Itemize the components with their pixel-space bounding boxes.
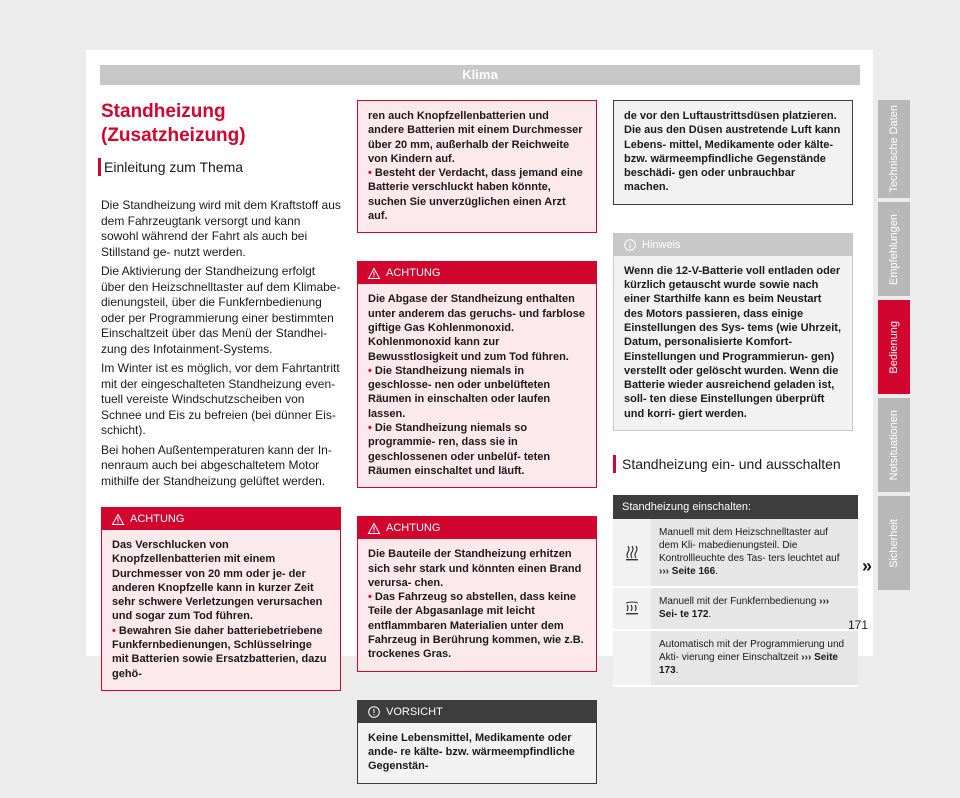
- row-text: Manuell mit der Funkfernbedienung: [659, 596, 817, 608]
- bullet-dot: •: [368, 591, 375, 604]
- remote-control-icon: [625, 601, 639, 617]
- caution-cont-text: de vor den Luftaustrittsdüsen platzieren. Die aus den Düsen austretende Luft kann Lebens- mittel, Medikamente oder kälte- bzw. wärmeempfindliche Gegenstände beschädi- gen oder unbrauchbar machen.: [624, 110, 841, 194]
- caution-label: VORSICHT: [386, 705, 443, 718]
- paragraph: Bei hohen Außentemperaturen kann der In- nenraum auch bei abgeschaltetem Motor mithilfe der Standheizung gelüftet werden.: [101, 442, 332, 488]
- warning-text: Das Verschlucken von Knopfzellenbatterien mit einem Durchmesser von 20 mm oder je- der anderen Knopfzelle kann in kurzer Zeit sehr schwere Verletzungen verursachen und sogar zum Tod führen.: [112, 539, 323, 623]
- column-2: [357, 100, 597, 798]
- column-3: [613, 100, 853, 687]
- caution-header: [358, 701, 596, 723]
- column-1: [101, 100, 341, 705]
- warning-box: [357, 261, 597, 488]
- note-text: Wenn die 12-V-Batterie voll entladen oder kürzlich getauscht wurde sowie nach einer Starthilfe kann es beim Neustart des Motors passieren, dass einige Einstellungen des Sys- tems (wie Uhrzeit, Datum, personalisierte Komfort-Einstellungen und Programmierun- gen) verstellt oder gelöscht wurden. Wenn die Batterie wieder ausreichend geladen ist, soll- ten diese Einstellungen überprüft und korri- giert werden.: [624, 264, 841, 420]
- warning-bullet: [368, 166, 586, 223]
- warning-bullet: [368, 364, 586, 421]
- section-subtitle: Einleitung zum Thema: [98, 158, 341, 176]
- table-row: [613, 588, 858, 631]
- page-reference-link[interactable]: ››› Seite 166: [659, 566, 716, 578]
- caution-continued-box: [613, 100, 853, 205]
- warning-label: ACHTUNG: [386, 267, 441, 280]
- note-box: [613, 233, 853, 431]
- tab-label: Technische Daten: [888, 105, 900, 193]
- bullet-text: Bewahren Sie daher batteriebetriebene Funkfernbedienungen, Schlüsselringe mit Batterien sowie Ersatzbatterien, dazu gehö-: [112, 624, 327, 680]
- warning-cont-text: ren auch Knopfzellenbatterien und andere Batterien mit einem Durchmesser über 20 mm, außerhalb der Reichweite von Kindern auf.: [368, 110, 583, 165]
- bullet-text: Die Standheizung niemals so programmie- ren, dass sie in geschlossenen oder unbelüf- teten Räumen einschaltet und läuft.: [368, 422, 551, 477]
- warning-text: Die Bauteile der Standheizung erhitzen sich sehr stark und könnten einen Brand verursa- chen.: [368, 548, 582, 589]
- warning-icon: [112, 514, 124, 525]
- tab-label: Bedienung: [888, 320, 900, 374]
- table-row: [613, 631, 858, 687]
- tab-empfehlungen[interactable]: [878, 202, 910, 296]
- warning-text: Die Abgase der Standheizung enthalten unter anderem das geruchs- und farblose giftige Gas Kohlenmonoxid. Kohlenmonoxid kann zur Bewusstlosigkeit und zum Tod führen.: [368, 293, 585, 363]
- warning-box: [101, 507, 341, 691]
- row-text-end: .: [715, 566, 718, 578]
- page-reference-link[interactable]: ››› Seite 173: [659, 652, 838, 677]
- row-text-end: .: [675, 665, 679, 677]
- tab-notsituationen[interactable]: [878, 398, 910, 492]
- side-tabs: [878, 100, 910, 594]
- tab-label: Sicherheit: [888, 518, 900, 568]
- bullet-text: Das Fahrzeug so abstellen, dass keine Teile der Abgasanlage mit leicht entflammbaren Materialien unter dem Fahrzeug in Berührung kommen, wie z.B. trockenes Gras.: [368, 591, 584, 661]
- paragraph: Die Standheizung wird mit dem Kraftstoff aus dem Fahrzeugtank versorgt und kann sowohl während der Fahrt als auch bei Stillstand ge- nutzt werden.: [101, 198, 341, 259]
- bullet-dot: •: [368, 167, 375, 180]
- caution-text: Keine Lebensmittel, Medikamente oder ande- re kälte- bzw. wärmeempfindliche Gegenstän-: [368, 731, 575, 773]
- tab-technische-daten[interactable]: [878, 100, 910, 198]
- page-number: 171: [848, 618, 869, 632]
- warning-header: [358, 262, 596, 284]
- warning-bullet: [368, 421, 586, 478]
- warning-header: [358, 517, 596, 539]
- bullet-dot: •: [112, 624, 119, 637]
- info-icon: [624, 239, 636, 251]
- heater-button-icon: [625, 545, 639, 561]
- warning-header: [102, 508, 340, 530]
- row-text: Manuell mit dem Heizschnelltaster auf dem Kli- mabedienungsteil. Die Kontrollleuchte des Tas- ters leuchtet auf: [659, 527, 840, 565]
- bullet-text: Die Standheizung niemals in geschlosse- nen oder unbelüfteten Räumen in einschalten oder laufen lassen.: [368, 364, 551, 420]
- warning-bullet: [368, 590, 586, 661]
- note-label: Hinweis: [642, 238, 681, 251]
- warning-bullet: [112, 624, 330, 681]
- warning-label: ACHTUNG: [130, 513, 185, 525]
- table-header: Standheizung einschalten:: [613, 495, 858, 519]
- page-title: Standheizung (Zusatzheizung): [101, 101, 246, 146]
- chapter-header: Klima: [100, 65, 860, 85]
- caution-icon: [368, 706, 380, 718]
- page-reference-link[interactable]: ››› Sei- te 172: [659, 596, 830, 621]
- warning-box: [357, 516, 597, 671]
- row-text-end: .: [708, 609, 712, 621]
- section-title: Standheizung ein- und ausschalten: [613, 455, 853, 473]
- table-row: [613, 519, 858, 588]
- row-text: Automatisch mit der Programmierung und Akti- vierung einer Einschaltzeit: [659, 639, 845, 664]
- note-header: [614, 234, 852, 256]
- paragraph: Die Aktivierung der Standheizung erfolgt über den Heizschnelltaster auf dem Klimabe- dienungsteil, über die Funkfernbedienung oder per Programmierung einer bestimmten Einschaltzeit über das Menü der Standhei- zung des Infotainment-Systems.: [101, 264, 341, 356]
- caution-box: [357, 700, 597, 784]
- continue-arrow: »: [862, 556, 873, 576]
- tab-sicherheit[interactable]: [878, 496, 910, 590]
- bullet-text: Besteht der Verdacht, dass jemand eine Batterie verschluckt haben könnte, suchen Sie unverzüglichen einen Arzt auf.: [368, 167, 583, 223]
- paragraph: Im Winter ist es möglich, vor dem Fahrtantritt mit der eingeschalteten Standheizung even- tuell vereiste Windschutzscheiben von Schnee und Eis zu befreien (bei dünner Eis- schicht).: [101, 361, 340, 437]
- tab-label: Notsituationen: [888, 409, 900, 481]
- tab-bedienung[interactable]: [878, 300, 910, 394]
- warning-continued-box: [357, 100, 597, 233]
- tab-label: Empfehlungen: [888, 213, 900, 285]
- bullet-dot: •: [368, 422, 375, 435]
- warning-icon: [368, 268, 380, 279]
- warning-label: ACHTUNG: [386, 522, 441, 535]
- warning-icon: [368, 523, 380, 534]
- instruction-table: [613, 495, 858, 687]
- bullet-dot: •: [368, 364, 375, 377]
